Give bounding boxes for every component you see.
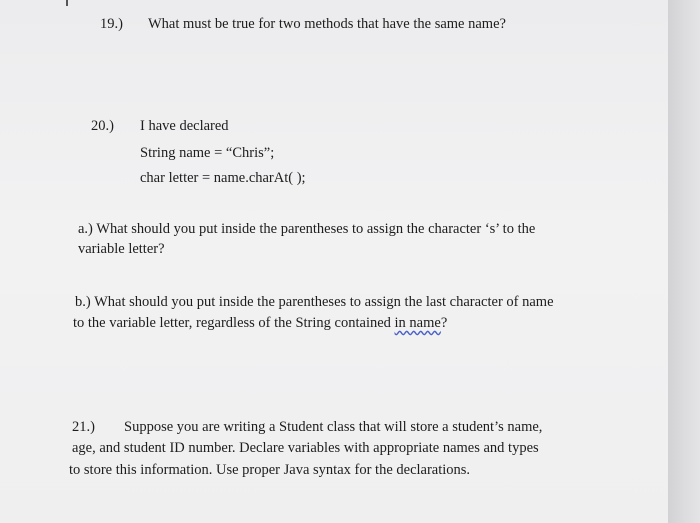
q21-line-3: to store this information. Use proper Java syntax for the declarations. (69, 462, 471, 478)
q20b-line-2 (73, 313, 447, 333)
q20a-line-1: a.) What should you put inside the parentheses to assign the character ‘s’ to the (78, 221, 536, 237)
q20-intro: I have declared (140, 118, 229, 134)
q20b-question-mark: ? (440, 315, 448, 331)
q20a-line-2: variable letter? (78, 241, 165, 257)
q21-line-2: age, and student ID number. Declare variables with appropriate names and types (72, 440, 539, 456)
q20-code-line-2: char letter = name.charAt( ); (140, 170, 306, 186)
q19-number: 19.) (100, 16, 123, 32)
page-mark (66, 0, 68, 6)
q21-number: 21.) (72, 419, 95, 435)
q21-line-1: Suppose you are writing a Student class that will store a student’s name, (124, 419, 543, 435)
q20-number: 20.) (91, 118, 114, 134)
q20-code-line-1: String name = “Chris”; (140, 145, 275, 161)
q19-text: What must be true for two methods that have the same name? (148, 16, 506, 32)
q20b-line-1: b.) What should you put inside the parentheses to assign the last character of name (75, 294, 554, 310)
page-edge (668, 0, 700, 523)
q20b-line-2-text: to the variable letter, regardless of the String contained (73, 315, 395, 331)
q20b-underlined-phrase: in name (394, 315, 441, 331)
